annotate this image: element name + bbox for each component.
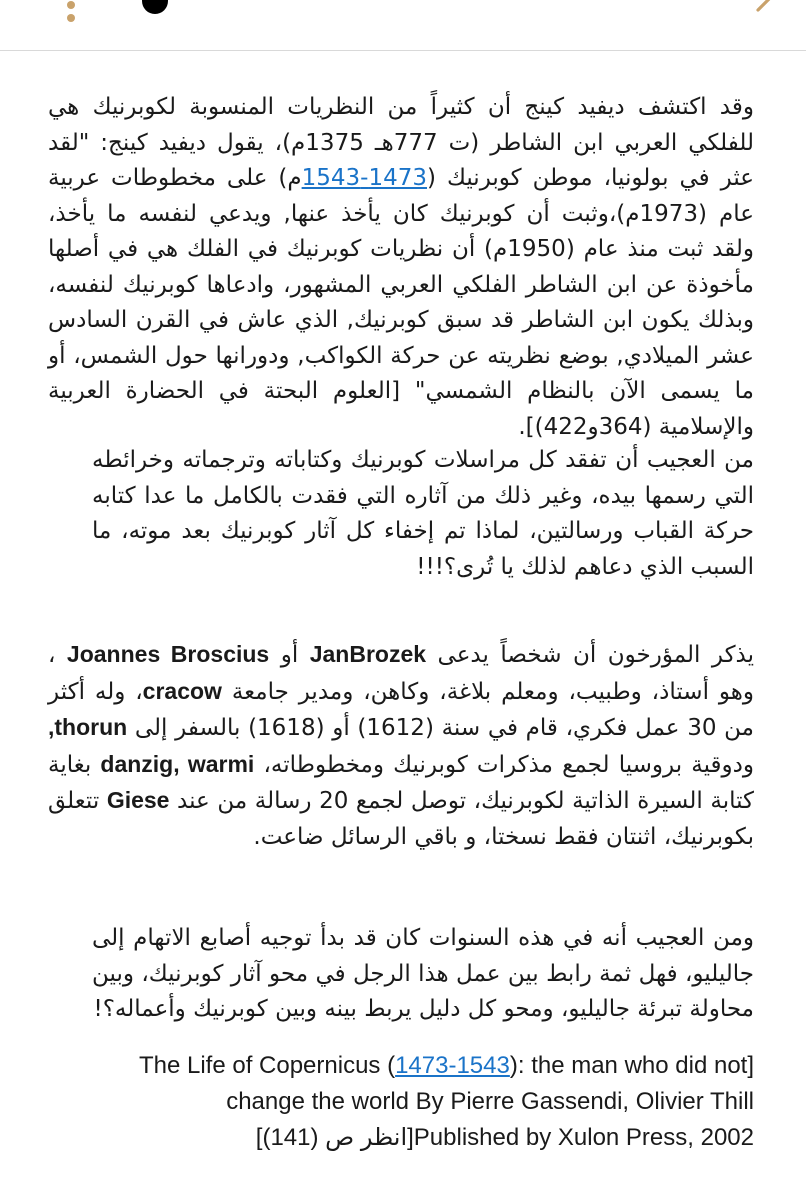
reference-line-3 <box>60 1120 754 1156</box>
p3-text-f: بغاية كتابة السيرة الذاتية لكوبرنيك، توصل لجمع 20 رسالة من عند <box>48 751 754 814</box>
p1-text-a: وقد اكتشف ديفيد كينج أن كثيراً من النظريات المنسوبة لكوبرنيك هي للفلكي العربي ابن الشاطر (ت 777هـ 1375م)، يقول ديفيد كينج: "لقد عثر في بولونيا، موطن كوبرنيك ( <box>48 94 754 191</box>
ref-title-b: ): the man who did not] <box>509 1052 754 1079</box>
name-joannes-broscius: Joannes Broscius <box>66 641 270 667</box>
p3-text-g: تتعلق بكوبرنيك، اثنتان فقط نسختا، و باقي الرسائل ضاعت. <box>48 788 754 850</box>
p3-text-e: ودوقية بروسيا لجمع مذكرات كوبرنيك ومخطوطاته، <box>254 751 754 778</box>
paragraph-historians <box>48 637 754 855</box>
paragraph-ibn-shatir <box>48 90 754 445</box>
reference-years-link[interactable]: 1473-1543 <box>395 1052 510 1079</box>
ref-title-a: The Life of Copernicus ( <box>138 1052 396 1079</box>
paragraph-galileo: ومن العجيب أنه في هذه السنوات كان قد بدأ توجيه أصابع الاتهام إلى جاليليو، فهل ثمة رابط بين عمل هذا الرجل في محو آثار كوبرنيك، وبين محاولة تبرئة جاليليو، ومحو كل دليل يربط بينه وبين كوبرنيك وأعماله؟! <box>92 925 754 1022</box>
reference-line-1 <box>60 1048 754 1084</box>
ref-page-note: [انظر ص (141)] <box>255 1124 414 1151</box>
name-giese: Giese <box>106 787 170 813</box>
place-danzig-warmi: danzig, warmi <box>100 750 255 777</box>
p3-text-d: ، وله أكثر من 30 عمل فكري، قام في سنة (1612) أو (1618) بالسفر إلى <box>48 678 754 741</box>
paragraph-lost-writings: من العجيب أن تفقد كل مراسلات كوبرنيك وكتاباته وترجماته وخرائطه التي رسمها بيده، وغير ذلك من آثاره التي فقدت بالكامل ما عدا كتابه حركة القباب ورسالتين، لماذا تم إخفاء كل آثار كوبرنيك بعد موته، ما السبب الذي دعاهم لذلك يا تُرى؟!!! <box>92 447 754 580</box>
p3-text-a: يذكر المؤرخون أن شخصاً يدعى <box>426 642 754 668</box>
reference-line-2: change the world By Pierre Gassendi, Olivier Thill <box>226 1088 754 1115</box>
place-cracow: cracow <box>142 677 222 704</box>
p3-text-b: أو <box>269 642 310 668</box>
name-janbrozek: JanBrozek <box>309 641 427 667</box>
p1-text-b: م) على مخطوطات عربية عام (1973م)،وثبت أن كوبرنيك كان يأخذ عنها, ويدعي لنفسه ما يأخذ، ولقد ثبت منذ عام (1950م) أن نظريات كوبرنيك في الفلك هي في أصلها مأخوذة عن ابن الشاطر الفلكي العربي المشهور، وادعاها كوبرنيك لنفسه، وبذلك يكون ابن الشاطر قد سبق كوبرنيك, الذي عاش في القرن السادس عشر الميلادي, بوضع نظريته عن حركة الكواكب, ودورانها حول الشمس، أو ما يسمى الآن بالنظام الشمسي" [العلوم البحتة في الحضارة العربية والإسلامية (364و422)]. <box>48 165 755 440</box>
years-link[interactable]: 1473-1543 <box>301 165 428 191</box>
ref-publisher: Published by Xulon Press, 2002 <box>413 1124 754 1151</box>
p3-text-c: ، وهو أستاذ، وطبيب، ومعلم بلاغة، وكاهن، ومدير جامعة <box>48 642 754 705</box>
place-thorun: thorun, <box>48 714 128 740</box>
reference-block <box>60 1048 754 1156</box>
